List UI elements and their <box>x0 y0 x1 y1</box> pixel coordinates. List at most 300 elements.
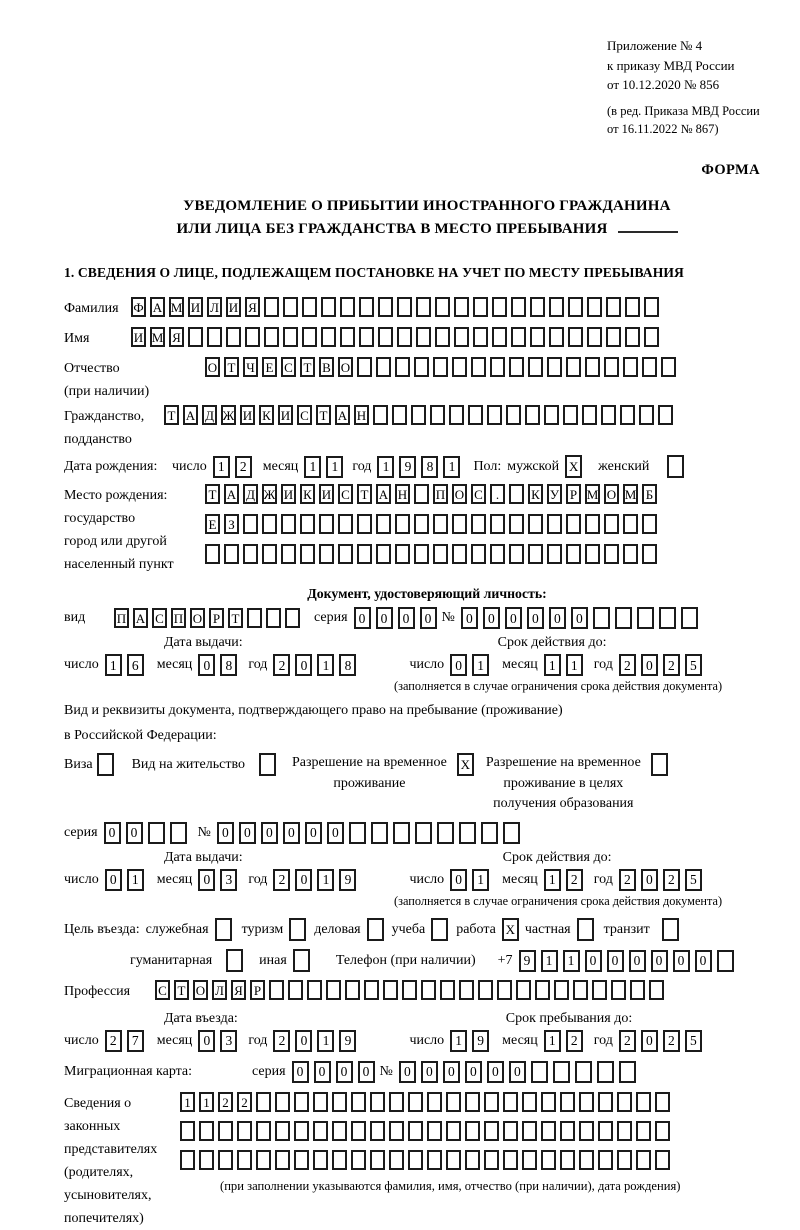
char-cell[interactable]: 5 <box>685 654 702 676</box>
char-cell[interactable] <box>642 514 657 534</box>
char-cell[interactable]: 1 <box>544 654 561 676</box>
char-cell[interactable] <box>642 544 657 564</box>
residence-permit-checkbox[interactable] <box>259 753 276 776</box>
char-cell[interactable]: 0 <box>126 822 143 844</box>
char-cell[interactable]: 1 <box>304 456 321 478</box>
char-cell[interactable]: А <box>335 405 350 425</box>
char-cell[interactable] <box>484 1150 499 1170</box>
char-cell[interactable] <box>620 405 635 425</box>
char-cell[interactable] <box>414 484 429 504</box>
char-cell[interactable] <box>180 1121 195 1141</box>
char-cell[interactable] <box>371 822 388 844</box>
char-cell[interactable]: 9 <box>339 869 356 891</box>
char-cell[interactable]: 8 <box>339 654 356 676</box>
char-cell[interactable] <box>658 405 673 425</box>
char-cell[interactable] <box>579 1121 594 1141</box>
char-cell[interactable] <box>262 544 277 564</box>
char-cell[interactable] <box>585 514 600 534</box>
char-cell[interactable] <box>313 1121 328 1141</box>
char-cell[interactable] <box>332 1092 347 1112</box>
char-cell[interactable]: Д <box>202 405 217 425</box>
char-cell[interactable] <box>397 297 412 317</box>
char-cell[interactable]: 0 <box>483 607 500 629</box>
char-cell[interactable] <box>547 544 562 564</box>
char-cell[interactable] <box>332 1150 347 1170</box>
char-cell[interactable] <box>509 514 524 534</box>
char-cell[interactable] <box>414 357 429 377</box>
char-cell[interactable] <box>547 514 562 534</box>
char-cell[interactable] <box>437 822 454 844</box>
char-cell[interactable]: М <box>623 484 638 504</box>
char-cell[interactable] <box>170 822 187 844</box>
char-cell[interactable] <box>606 297 621 317</box>
char-cell[interactable]: 0 <box>549 607 566 629</box>
char-cell[interactable] <box>492 297 507 317</box>
char-cell[interactable]: Д <box>243 484 258 504</box>
char-cell[interactable] <box>207 327 222 347</box>
char-cell[interactable] <box>319 514 334 534</box>
char-cell[interactable] <box>642 357 657 377</box>
char-cell[interactable] <box>585 544 600 564</box>
char-cell[interactable]: 0 <box>571 607 588 629</box>
char-cell[interactable] <box>359 297 374 317</box>
char-cell[interactable] <box>392 405 407 425</box>
char-cell[interactable] <box>454 327 469 347</box>
char-cell[interactable] <box>478 980 493 1000</box>
char-cell[interactable]: 1 <box>472 654 489 676</box>
char-cell[interactable]: 0 <box>314 1061 331 1083</box>
purpose-humanitarian-checkbox[interactable] <box>226 949 243 972</box>
char-cell[interactable] <box>566 357 581 377</box>
char-cell[interactable] <box>655 1092 670 1112</box>
char-cell[interactable] <box>340 327 355 347</box>
char-cell[interactable] <box>416 327 431 347</box>
char-cell[interactable] <box>359 327 374 347</box>
char-cell[interactable]: 0 <box>465 1061 482 1083</box>
char-cell[interactable] <box>541 1121 556 1141</box>
char-cell[interactable] <box>465 1121 480 1141</box>
char-cell[interactable] <box>636 1121 651 1141</box>
char-cell[interactable] <box>568 327 583 347</box>
char-cell[interactable] <box>587 297 602 317</box>
char-cell[interactable] <box>237 1121 252 1141</box>
char-cell[interactable] <box>427 1150 442 1170</box>
char-cell[interactable] <box>243 514 258 534</box>
char-cell[interactable]: 9 <box>399 456 416 478</box>
char-cell[interactable] <box>414 544 429 564</box>
char-cell[interactable] <box>285 608 300 628</box>
char-cell[interactable]: 0 <box>450 869 467 891</box>
char-cell[interactable] <box>604 544 619 564</box>
char-cell[interactable] <box>528 357 543 377</box>
char-cell[interactable] <box>338 544 353 564</box>
char-cell[interactable]: 0 <box>283 822 300 844</box>
char-cell[interactable] <box>522 1121 537 1141</box>
char-cell[interactable]: 1 <box>199 1092 214 1112</box>
char-cell[interactable] <box>275 1150 290 1170</box>
char-cell[interactable] <box>266 608 281 628</box>
char-cell[interactable] <box>378 327 393 347</box>
char-cell[interactable] <box>530 327 545 347</box>
char-cell[interactable] <box>397 327 412 347</box>
char-cell[interactable] <box>313 1150 328 1170</box>
char-cell[interactable]: 0 <box>629 950 646 972</box>
char-cell[interactable]: 2 <box>218 1092 233 1112</box>
char-cell[interactable]: К <box>259 405 274 425</box>
char-cell[interactable] <box>468 405 483 425</box>
char-cell[interactable] <box>655 1150 670 1170</box>
char-cell[interactable] <box>376 357 391 377</box>
char-cell[interactable]: Н <box>395 484 410 504</box>
char-cell[interactable]: С <box>281 357 296 377</box>
char-cell[interactable] <box>598 1150 613 1170</box>
char-cell[interactable] <box>283 297 298 317</box>
char-cell[interactable]: 0 <box>239 822 256 844</box>
char-cell[interactable]: И <box>281 484 296 504</box>
female-checkbox[interactable] <box>667 455 684 478</box>
char-cell[interactable] <box>573 980 588 1000</box>
char-cell[interactable] <box>224 544 239 564</box>
char-cell[interactable] <box>582 405 597 425</box>
char-cell[interactable] <box>471 544 486 564</box>
char-cell[interactable] <box>585 357 600 377</box>
char-cell[interactable]: К <box>300 484 315 504</box>
char-cell[interactable] <box>566 514 581 534</box>
char-cell[interactable] <box>579 1150 594 1170</box>
char-cell[interactable] <box>681 607 698 629</box>
char-cell[interactable]: 2 <box>273 1030 290 1052</box>
char-cell[interactable] <box>427 1092 442 1112</box>
char-cell[interactable]: 0 <box>585 950 602 972</box>
char-cell[interactable] <box>370 1150 385 1170</box>
char-cell[interactable] <box>205 544 220 564</box>
char-cell[interactable]: К <box>528 484 543 504</box>
char-cell[interactable]: 0 <box>527 607 544 629</box>
char-cell[interactable] <box>459 980 474 1000</box>
purpose-transit-checkbox[interactable] <box>662 918 679 941</box>
char-cell[interactable] <box>535 980 550 1000</box>
char-cell[interactable] <box>389 1150 404 1170</box>
char-cell[interactable]: И <box>188 297 203 317</box>
char-cell[interactable]: 1 <box>541 950 558 972</box>
char-cell[interactable]: Т <box>164 405 179 425</box>
char-cell[interactable] <box>547 357 562 377</box>
purpose-business-checkbox[interactable] <box>367 918 384 941</box>
char-cell[interactable] <box>433 514 448 534</box>
char-cell[interactable]: 1 <box>377 456 394 478</box>
visa-checkbox[interactable] <box>97 753 114 776</box>
char-cell[interactable] <box>237 1150 252 1170</box>
char-cell[interactable]: О <box>452 484 467 504</box>
char-cell[interactable]: С <box>152 608 167 628</box>
char-cell[interactable] <box>471 514 486 534</box>
char-cell[interactable] <box>446 1150 461 1170</box>
char-cell[interactable]: 0 <box>641 869 658 891</box>
char-cell[interactable] <box>601 405 616 425</box>
char-cell[interactable]: 0 <box>461 607 478 629</box>
char-cell[interactable]: 1 <box>317 654 334 676</box>
char-cell[interactable]: 0 <box>399 1061 416 1083</box>
char-cell[interactable]: Р <box>566 484 581 504</box>
char-cell[interactable]: 0 <box>450 654 467 676</box>
char-cell[interactable] <box>604 514 619 534</box>
char-cell[interactable]: Т <box>357 484 372 504</box>
char-cell[interactable] <box>484 1121 499 1141</box>
char-cell[interactable]: А <box>376 484 391 504</box>
char-cell[interactable] <box>661 357 676 377</box>
char-cell[interactable] <box>484 1092 499 1112</box>
char-cell[interactable]: 0 <box>198 869 215 891</box>
char-cell[interactable] <box>549 327 564 347</box>
char-cell[interactable] <box>414 514 429 534</box>
char-cell[interactable] <box>563 405 578 425</box>
char-cell[interactable]: 3 <box>220 1030 237 1052</box>
char-cell[interactable]: 1 <box>566 654 583 676</box>
char-cell[interactable]: 9 <box>339 1030 356 1052</box>
char-cell[interactable]: И <box>240 405 255 425</box>
char-cell[interactable]: Е <box>205 514 220 534</box>
char-cell[interactable]: 5 <box>685 869 702 891</box>
male-checkbox[interactable]: X <box>565 455 582 478</box>
char-cell[interactable] <box>294 1092 309 1112</box>
char-cell[interactable] <box>300 514 315 534</box>
char-cell[interactable] <box>604 357 619 377</box>
char-cell[interactable]: 1 <box>127 869 144 891</box>
char-cell[interactable] <box>644 297 659 317</box>
char-cell[interactable]: 0 <box>354 607 371 629</box>
char-cell[interactable] <box>449 405 464 425</box>
char-cell[interactable]: 1 <box>450 1030 467 1052</box>
char-cell[interactable] <box>503 1092 518 1112</box>
char-cell[interactable]: 0 <box>376 607 393 629</box>
char-cell[interactable] <box>452 514 467 534</box>
char-cell[interactable] <box>528 514 543 534</box>
char-cell[interactable]: 2 <box>237 1092 252 1112</box>
char-cell[interactable] <box>435 327 450 347</box>
char-cell[interactable] <box>659 607 676 629</box>
char-cell[interactable] <box>389 1092 404 1112</box>
char-cell[interactable] <box>487 405 502 425</box>
char-cell[interactable] <box>623 544 638 564</box>
char-cell[interactable] <box>522 1150 537 1170</box>
char-cell[interactable] <box>313 1092 328 1112</box>
char-cell[interactable] <box>490 544 505 564</box>
char-cell[interactable] <box>575 1061 592 1083</box>
char-cell[interactable] <box>611 980 626 1000</box>
char-cell[interactable]: З <box>224 514 239 534</box>
char-cell[interactable] <box>281 544 296 564</box>
char-cell[interactable] <box>617 1121 632 1141</box>
char-cell[interactable] <box>378 297 393 317</box>
char-cell[interactable] <box>281 514 296 534</box>
char-cell[interactable]: 0 <box>641 1030 658 1052</box>
char-cell[interactable] <box>180 1150 195 1170</box>
char-cell[interactable] <box>587 327 602 347</box>
char-cell[interactable] <box>516 980 531 1000</box>
char-cell[interactable] <box>452 544 467 564</box>
char-cell[interactable] <box>544 405 559 425</box>
char-cell[interactable] <box>625 327 640 347</box>
char-cell[interactable] <box>300 544 315 564</box>
char-cell[interactable] <box>497 980 512 1000</box>
char-cell[interactable] <box>465 1092 480 1112</box>
char-cell[interactable] <box>321 297 336 317</box>
char-cell[interactable]: С <box>155 980 170 1000</box>
char-cell[interactable] <box>275 1121 290 1141</box>
char-cell[interactable]: П <box>114 608 129 628</box>
char-cell[interactable]: С <box>471 484 486 504</box>
char-cell[interactable] <box>440 980 455 1000</box>
char-cell[interactable] <box>490 514 505 534</box>
char-cell[interactable] <box>579 1092 594 1112</box>
char-cell[interactable] <box>625 297 640 317</box>
char-cell[interactable]: 1 <box>105 654 122 676</box>
char-cell[interactable] <box>511 327 526 347</box>
char-cell[interactable] <box>541 1092 556 1112</box>
char-cell[interactable] <box>283 327 298 347</box>
char-cell[interactable]: Ф <box>131 297 146 317</box>
char-cell[interactable]: И <box>131 327 146 347</box>
char-cell[interactable] <box>509 357 524 377</box>
char-cell[interactable]: 8 <box>220 654 237 676</box>
char-cell[interactable] <box>218 1150 233 1170</box>
char-cell[interactable] <box>411 405 426 425</box>
char-cell[interactable]: М <box>585 484 600 504</box>
char-cell[interactable] <box>243 544 258 564</box>
char-cell[interactable]: 2 <box>273 869 290 891</box>
char-cell[interactable] <box>637 607 654 629</box>
char-cell[interactable] <box>459 822 476 844</box>
char-cell[interactable]: О <box>604 484 619 504</box>
char-cell[interactable] <box>373 405 388 425</box>
char-cell[interactable] <box>592 980 607 1000</box>
char-cell[interactable] <box>481 822 498 844</box>
char-cell[interactable] <box>288 980 303 1000</box>
char-cell[interactable] <box>262 514 277 534</box>
purpose-work-checkbox[interactable]: X <box>502 918 519 941</box>
char-cell[interactable] <box>416 297 431 317</box>
char-cell[interactable] <box>256 1121 271 1141</box>
char-cell[interactable]: Р <box>209 608 224 628</box>
char-cell[interactable]: 1 <box>326 456 343 478</box>
char-cell[interactable]: 2 <box>663 654 680 676</box>
char-cell[interactable]: Т <box>300 357 315 377</box>
char-cell[interactable] <box>473 327 488 347</box>
char-cell[interactable] <box>357 544 372 564</box>
char-cell[interactable]: О <box>338 357 353 377</box>
char-cell[interactable]: И <box>278 405 293 425</box>
char-cell[interactable]: 0 <box>398 607 415 629</box>
char-cell[interactable]: 0 <box>487 1061 504 1083</box>
char-cell[interactable] <box>525 405 540 425</box>
char-cell[interactable] <box>245 327 260 347</box>
char-cell[interactable] <box>509 484 524 504</box>
char-cell[interactable] <box>623 357 638 377</box>
char-cell[interactable] <box>302 297 317 317</box>
char-cell[interactable]: М <box>169 297 184 317</box>
char-cell[interactable] <box>395 514 410 534</box>
char-cell[interactable]: 3 <box>220 869 237 891</box>
char-cell[interactable]: 0 <box>443 1061 460 1083</box>
char-cell[interactable] <box>376 514 391 534</box>
char-cell[interactable]: 0 <box>305 822 322 844</box>
char-cell[interactable] <box>188 327 203 347</box>
char-cell[interactable]: А <box>133 608 148 628</box>
char-cell[interactable]: 0 <box>651 950 668 972</box>
char-cell[interactable]: 0 <box>295 869 312 891</box>
char-cell[interactable]: Т <box>316 405 331 425</box>
char-cell[interactable]: 8 <box>421 456 438 478</box>
char-cell[interactable]: 0 <box>261 822 278 844</box>
char-cell[interactable] <box>619 1061 636 1083</box>
char-cell[interactable] <box>383 980 398 1000</box>
char-cell[interactable] <box>148 822 165 844</box>
char-cell[interactable] <box>264 327 279 347</box>
char-cell[interactable] <box>275 1092 290 1112</box>
char-cell[interactable]: С <box>297 405 312 425</box>
char-cell[interactable] <box>503 822 520 844</box>
char-cell[interactable]: 0 <box>695 950 712 972</box>
char-cell[interactable]: 0 <box>217 822 234 844</box>
char-cell[interactable] <box>606 327 621 347</box>
char-cell[interactable] <box>446 1092 461 1112</box>
char-cell[interactable] <box>490 357 505 377</box>
char-cell[interactable]: 1 <box>443 456 460 478</box>
char-cell[interactable] <box>408 1121 423 1141</box>
char-cell[interactable] <box>717 950 734 972</box>
char-cell[interactable] <box>340 297 355 317</box>
char-cell[interactable]: 2 <box>619 654 636 676</box>
char-cell[interactable]: Р <box>250 980 265 1000</box>
char-cell[interactable]: С <box>338 484 353 504</box>
char-cell[interactable] <box>247 608 262 628</box>
char-cell[interactable] <box>433 357 448 377</box>
char-cell[interactable] <box>364 980 379 1000</box>
char-cell[interactable] <box>511 297 526 317</box>
char-cell[interactable] <box>321 327 336 347</box>
char-cell[interactable] <box>636 1092 651 1112</box>
char-cell[interactable]: О <box>205 357 220 377</box>
char-cell[interactable]: 0 <box>295 1030 312 1052</box>
char-cell[interactable]: М <box>150 327 165 347</box>
char-cell[interactable]: О <box>193 980 208 1000</box>
char-cell[interactable]: Я <box>169 327 184 347</box>
char-cell[interactable]: 9 <box>519 950 536 972</box>
char-cell[interactable] <box>541 1150 556 1170</box>
char-cell[interactable]: 2 <box>663 869 680 891</box>
char-cell[interactable] <box>349 822 366 844</box>
char-cell[interactable]: 2 <box>235 456 252 478</box>
char-cell[interactable] <box>503 1121 518 1141</box>
char-cell[interactable] <box>389 1121 404 1141</box>
char-cell[interactable]: Л <box>212 980 227 1000</box>
char-cell[interactable]: В <box>319 357 334 377</box>
char-cell[interactable] <box>199 1121 214 1141</box>
char-cell[interactable] <box>568 297 583 317</box>
purpose-official-checkbox[interactable] <box>215 918 232 941</box>
char-cell[interactable]: Н <box>354 405 369 425</box>
char-cell[interactable]: 0 <box>336 1061 353 1083</box>
char-cell[interactable] <box>351 1121 366 1141</box>
char-cell[interactable] <box>264 297 279 317</box>
char-cell[interactable]: 0 <box>292 1061 309 1083</box>
char-cell[interactable] <box>597 1061 614 1083</box>
char-cell[interactable]: 0 <box>104 822 121 844</box>
char-cell[interactable] <box>530 297 545 317</box>
char-cell[interactable] <box>408 1092 423 1112</box>
char-cell[interactable]: 0 <box>421 1061 438 1083</box>
char-cell[interactable]: А <box>183 405 198 425</box>
